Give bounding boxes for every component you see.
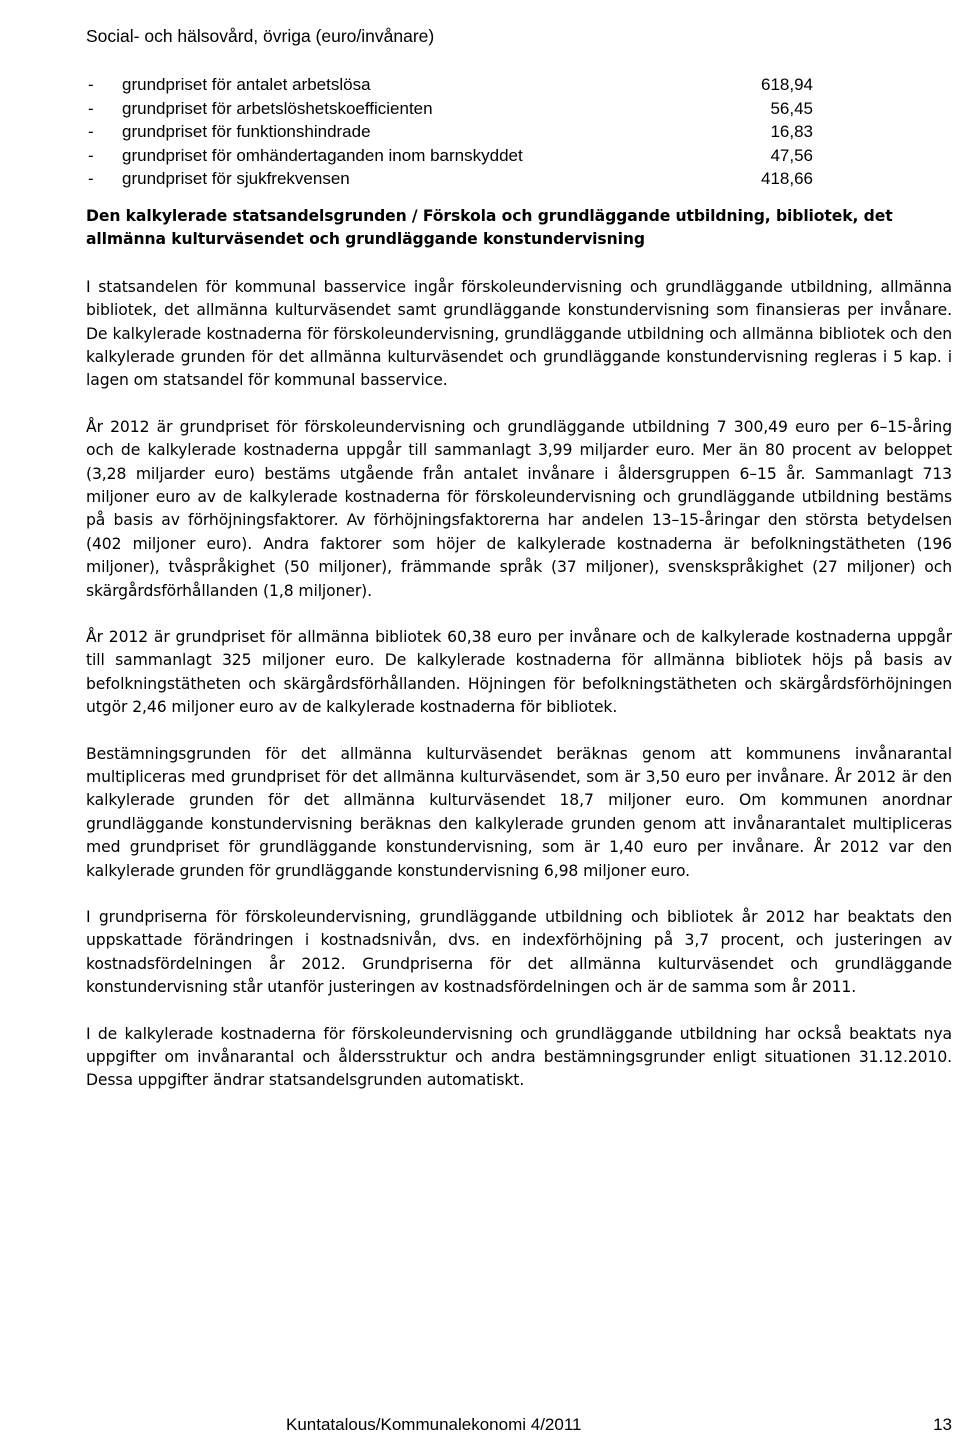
price-list: [86, 73, 952, 191]
price-label: grundpriset för omhändertaganden inom barnskyddet: [122, 145, 523, 165]
list-dash: -: [88, 122, 94, 141]
price-value: 618,94: [761, 75, 813, 94]
price-value: 16,83: [770, 122, 813, 141]
price-label: grundpriset för arbetslöshetskoefficienten: [122, 98, 433, 118]
footer-page-number: 13: [933, 1415, 952, 1434]
price-label: grundpriset för antalet arbetslösa: [122, 75, 371, 94]
price-value: 56,45: [770, 98, 813, 118]
price-item: [86, 167, 952, 191]
price-label: grundpriset för sjukfrekvensen: [122, 169, 350, 188]
list-dash: -: [88, 75, 94, 94]
price-item: [86, 120, 952, 144]
paragraph-basservice: I statsandelen för kommunal basservice ingår förskoleundervisning och grundläggande utbildning, allmänna bibliotek, det allmänna kulturväsendet samt grundläggande konstundervisning som finansieras per invånare. De kalkylerade kostnaderna för förskoleundervisning, grundläggande utbildning och allmänna bibliotek och den kalkylerade grunden för det allmänna kulturväsendet och grundläggande konstundervisning regleras i 5 kap. i lagen om statsandel för kommunal basservice.: [86, 277, 952, 390]
paragraph-grundpriser-justering: I grundpriserna för förskoleundervisning, grundläggande utbildning och bibliotek år 2012 har beaktats den uppskattade förändringen i kostnadsnivån, dvs. en indexförhöjning på 3,7 procent, och justeringen av kostnadsfördelningen år 2012. Grundpriserna för det allmänna kulturväsendet och grundläggande konstundervisning står utanför justeringen av kostnadsfördelningen och är de samma som år 2011.: [86, 908, 952, 997]
price-value: 418,66: [761, 169, 813, 188]
subheading: Den kalkylerade statsandelsgrunden / Förskola och grundläggande utbildning, bibliotek, det allmänna kulturväsendet och grundläggande konstundervisning: [86, 206, 893, 249]
paragraph-kulturvasende: Bestämningsgrunden för det allmänna kulturväsendet beräknas genom att kommunens invånarantal multipliceras med grundpriset för det allmänna kulturväsendet, som är 3,50 euro per invånare. År 2012 är den kalkylerade grunden för det allmänna kulturväsendet 18,7 miljoner euro. Om kommunen anordnar grundläggande konstundervisning beräknas den kalkylerade grunden genom att invånarantalet multipliceras med grundpriset för grundläggande konstundervisning, som är 1,40 euro per invånare. År 2012 var den kalkylerade grunden för grundläggande konstundervisning 6,98 miljoner euro.: [86, 744, 952, 880]
price-label: grundpriset för funktionshindrade: [122, 122, 371, 141]
page-footer: [286, 1414, 952, 1436]
paragraph-bibliotek: År 2012 är grundpriset för allmänna bibliotek 60,38 euro per invånare och de kalkylerade kostnaderna uppgår till sammanlagt 325 miljoner euro. De kalkylerade kostnaderna för allmänna bibliotek höjs på basis av befolkningstätheten och skärgårdsförhållanden. Höjningen för befolkningstätheten och skärgårdsförhöjningen utgör 2,46 miljoner euro av de kalkylerade kostnaderna för bibliotek.: [86, 627, 952, 717]
footer-publication: Kuntatalous/Kommunalekonomi 4/2011: [286, 1415, 582, 1434]
document-page: [86, 24, 952, 1116]
list-dash: -: [88, 145, 94, 165]
price-value: 47,56: [770, 145, 813, 165]
paragraph-kalkylerade-kostnader: I de kalkylerade kostnaderna för förskoleundervisning och grundläggande utbildning har också beaktats nya uppgifter om invånarantal och åldersstruktur och andra bestämningsgrunder enligt situationen 31.12.2010. Dessa uppgifter ändrar statsandelsgrunden automatiskt.: [86, 1024, 952, 1090]
price-item: [86, 97, 952, 121]
list-dash: -: [88, 169, 94, 188]
price-item: [86, 144, 952, 168]
section-title: Social- och hälsovård, övriga (euro/invånare): [86, 26, 435, 46]
price-item: [86, 73, 952, 97]
list-dash: -: [88, 98, 94, 118]
paragraph-forskola-grundpris: År 2012 är grundpriset för förskoleundervisning och grundläggande utbildning 7 300,49 euro per 6–15-åring och de kalkylerade kostnaderna uppgår till sammanlagt 3,99 miljarder euro. Mer än 80 procent av beloppet (3,28 miljarder euro) bestäms utgående från antalet invånare i åldersgruppen 6–15 år. Sammanlagt 713 miljoner euro av de kalkylerade kostnaderna för förskoleundervisning och grundläggande utbildning bestäms på basis av förhöjningsfaktorer. Av förhöjningsfaktorerna har andelen 13–15-åringar den största betydelsen (402 miljoner euro). Andra faktorer som höjer de kalkylerade kostnaderna är befolkningstätheten (196 miljoner), tvåspråkighet (50 miljoner), främmande språk (37 miljoner), svenskspråkighet (27 miljoner) och skärgårdsförhållanden (1,8 miljoner).: [86, 417, 952, 600]
